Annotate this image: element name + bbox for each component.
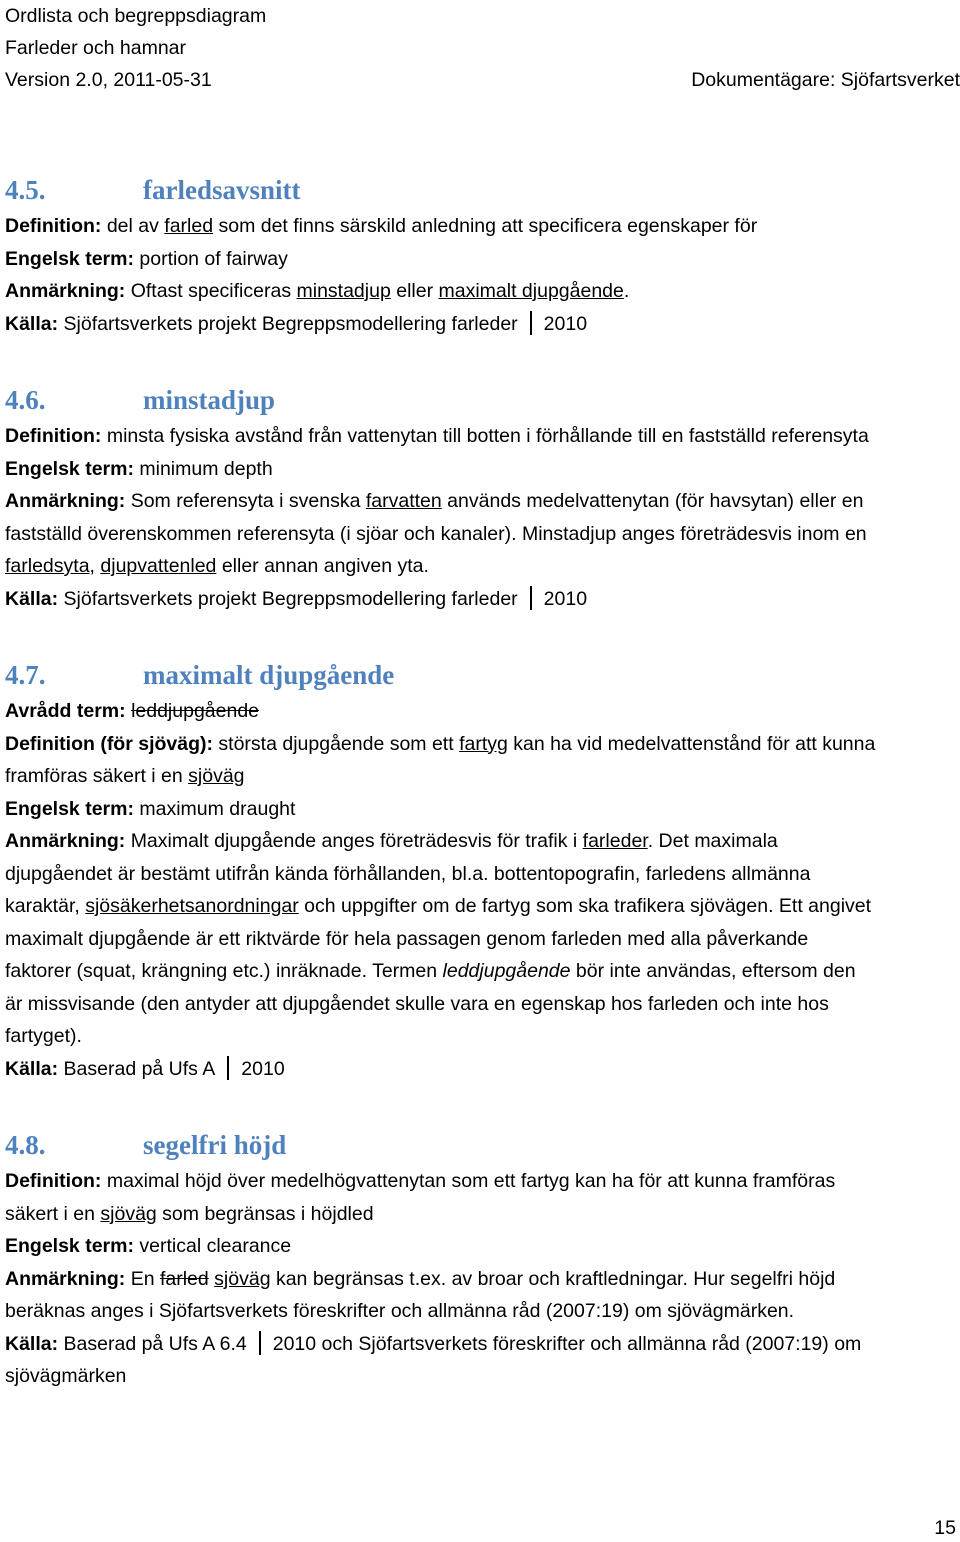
section-title: segelfri höjd bbox=[143, 1130, 287, 1160]
remark: Anmärkning: Oftast specificeras minstadjup eller maximalt djupgående. bbox=[5, 280, 630, 302]
doc-version: Version 2.0, 2011-05-31 bbox=[5, 69, 212, 91]
definition-label: Definition: bbox=[5, 1170, 102, 1192]
page-header bbox=[5, 0, 960, 96]
separator bbox=[530, 311, 532, 335]
term-link[interactable]: sjöväg bbox=[214, 1267, 271, 1290]
term-link[interactable]: farvatten bbox=[365, 490, 442, 512]
doc-owner: Dokumentägare: Sjöfartsverket bbox=[691, 69, 960, 91]
remark-label: Anmärkning: bbox=[5, 830, 126, 852]
definition-label: Definition (för sjöväg): bbox=[5, 732, 213, 755]
source: Källa: Baserad på Ufs A 2010 bbox=[5, 1057, 285, 1080]
remark-continued: beräknas anges i Sjöfartsverkets föreskrifter och allmänna råd (2007:19) om sjövägmärken. bbox=[5, 1300, 795, 1322]
term-link[interactable]: minstadjup bbox=[296, 280, 391, 302]
section-title: maximalt djupgående bbox=[143, 660, 395, 690]
remark-continued: karaktär, sjösäkerhetsanordningar och uppgifter om de fartyg som ska trafikera sjövägen. Ett angivet bbox=[5, 895, 872, 917]
term-link[interactable]: farledsyta bbox=[5, 555, 90, 577]
term-link[interactable]: fartyg bbox=[459, 732, 508, 755]
definition: Definition: del av farled som det finns särskild anledning att specificera egenskaper för bbox=[5, 215, 758, 237]
english-term-label: Engelsk term: bbox=[5, 457, 134, 480]
definition: Definition: maximal höjd över medelhögvattenytan som ett fartyg kan ha för att kunna framföras bbox=[5, 1170, 836, 1192]
struck-term: farled bbox=[159, 1267, 209, 1290]
section-heading bbox=[5, 380, 960, 420]
section-title: farledsavsnitt bbox=[143, 175, 301, 205]
section-4-8 bbox=[5, 1125, 960, 1393]
definition-continued: framföras säkert i en sjöväg bbox=[5, 765, 245, 787]
definition-label: Definition: bbox=[5, 215, 102, 237]
english-term: Engelsk term: portion of fairway bbox=[5, 247, 288, 270]
source-label: Källa: bbox=[5, 587, 59, 610]
remark-continued: är missvisande (den antyder att djupgåendet skulle vara en egenskap hos farleden och inte hos bbox=[5, 992, 829, 1015]
english-term-label: Engelsk term: bbox=[5, 1235, 134, 1257]
definition-label: Definition: bbox=[5, 425, 102, 447]
source-label: Källa: bbox=[5, 1332, 59, 1355]
section-number: 4.8. bbox=[5, 1130, 46, 1160]
term-link[interactable]: djupvattenled bbox=[100, 555, 217, 577]
section-heading bbox=[5, 655, 960, 695]
definition-continued: säkert i en sjöväg som begränsas i höjdled bbox=[5, 1202, 374, 1225]
separator bbox=[227, 1056, 229, 1080]
term-link[interactable]: maximalt djupgående bbox=[438, 280, 624, 302]
english-term-label: Engelsk term: bbox=[5, 247, 134, 270]
separator bbox=[259, 1331, 261, 1355]
deprecated-term: Avrådd term: leddjupgående bbox=[5, 700, 260, 722]
section-title: minstadjup bbox=[143, 385, 276, 415]
separator bbox=[530, 586, 532, 610]
remark: Anmärkning: Maximalt djupgående anges företrädesvis för trafik i farleder. Det maximala bbox=[5, 830, 778, 852]
english-term-label: Engelsk term: bbox=[5, 797, 134, 820]
english-term: Engelsk term: minimum depth bbox=[5, 457, 273, 480]
definition: Definition (för sjöväg): största djupgående som ett fartyg kan ha vid medelvattenstånd för att kunna bbox=[5, 732, 876, 755]
section-4-6 bbox=[5, 380, 960, 615]
source: Källa: Baserad på Ufs A 6.4 2010 och Sjöfartsverkets föreskrifter och allmänna råd (2007:19) om bbox=[5, 1332, 862, 1355]
doc-subtitle: Farleder och hamnar bbox=[5, 37, 187, 59]
term-link[interactable]: farled bbox=[164, 215, 214, 237]
english-term: Engelsk term: maximum draught bbox=[5, 797, 296, 820]
term-link[interactable]: sjösäkerhetsanordningar bbox=[85, 895, 299, 917]
source-label: Källa: bbox=[5, 1057, 59, 1080]
source: Källa: Sjöfartsverkets projekt Begreppsmodellering farleder 2010 bbox=[5, 587, 588, 610]
section-number: 4.5. bbox=[5, 175, 46, 205]
section-number: 4.7. bbox=[5, 660, 46, 690]
section-heading bbox=[5, 1125, 960, 1165]
remark: Anmärkning: En farled sjöväg kan begränsas t.ex. av broar och kraftledningar. Hur segelfri höjd bbox=[5, 1267, 836, 1290]
source-label: Källa: bbox=[5, 312, 59, 335]
remark-continued: maximalt djupgående är ett riktvärde för hela passagen genom farleden med alla påverkande bbox=[5, 927, 809, 950]
remark: Anmärkning: Som referensyta i svenska farvatten används medelvattenytan (för havsytan) eller en bbox=[5, 490, 864, 512]
remark-continued: djupgåendet är bestämt utifrån kända förhållanden, bl.a. bottentopografin, farledens allmänna bbox=[5, 862, 811, 885]
remark-label: Anmärkning: bbox=[5, 1267, 126, 1290]
remark-label: Anmärkning: bbox=[5, 490, 126, 512]
source: Källa: Sjöfartsverkets projekt Begreppsmodellering farleder 2010 bbox=[5, 312, 588, 335]
remark-continued: fartyget). bbox=[5, 1025, 82, 1047]
remark-continued: faktorer (squat, krängning etc.) inräknade. Termen leddjupgående bör inte användas, eftersom den bbox=[5, 960, 856, 982]
remark-label: Anmärkning: bbox=[5, 280, 126, 302]
doc-title: Ordlista och begreppsdiagram bbox=[5, 5, 267, 27]
remark-continued: fastställd överenskommen referensyta (i sjöar och kanaler). Minstadjup anges företrädesvis inom en bbox=[5, 522, 867, 545]
term-link[interactable]: sjöväg bbox=[100, 1202, 157, 1225]
english-term: Engelsk term: vertical clearance bbox=[5, 1235, 292, 1257]
definition: Definition: minsta fysiska avstånd från vattenytan till botten i förhållande till en fastställd referensyta bbox=[5, 425, 869, 447]
remark-continued: farledsyta, djupvattenled eller annan angiven yta. bbox=[5, 555, 429, 577]
deprecated-term-label: Avrådd term: bbox=[5, 700, 126, 722]
section-4-5 bbox=[5, 170, 960, 340]
term-link[interactable]: farleder bbox=[582, 830, 648, 852]
section-heading bbox=[5, 170, 960, 210]
term-link[interactable]: sjöväg bbox=[188, 765, 245, 787]
page-number: 15 bbox=[934, 1517, 956, 1539]
section-number: 4.6. bbox=[5, 385, 46, 415]
section-4-7 bbox=[5, 655, 960, 1085]
source-continued: sjövägmärken bbox=[5, 1365, 127, 1387]
